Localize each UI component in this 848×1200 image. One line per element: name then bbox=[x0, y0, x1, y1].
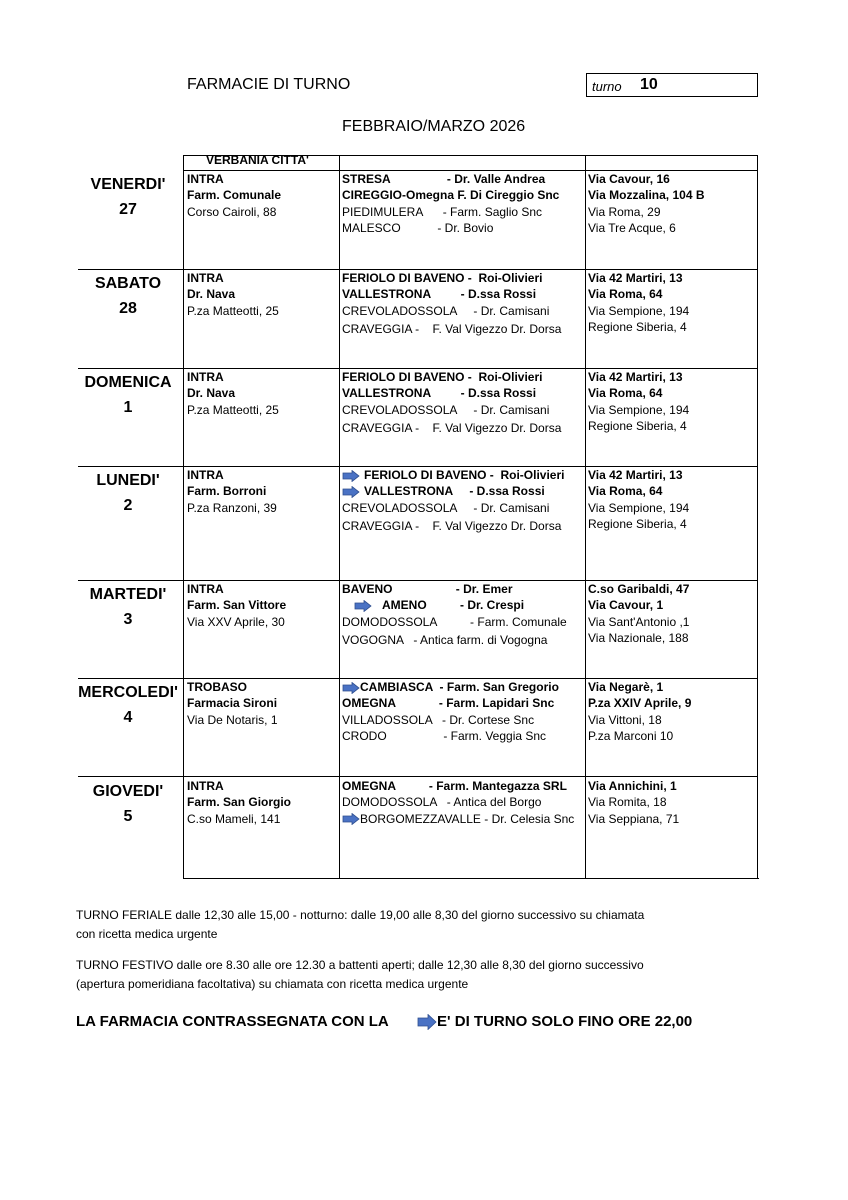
address-line: Via Negarè, 1 bbox=[588, 680, 664, 694]
pharmacy-line: VALLESTRONA - D.ssa Rossi bbox=[342, 287, 537, 302]
day-label bbox=[53, 271, 203, 321]
pharmacy-cell bbox=[342, 679, 559, 744]
pharmacy-cell bbox=[342, 581, 567, 646]
day-date: 5 bbox=[123, 808, 133, 825]
address-line: Via 42 Martiri, 13 bbox=[588, 271, 683, 285]
pharmacy-line: PIEDIMULERA - Farm. Saglio Snc bbox=[342, 204, 543, 219]
pharmacy-line: DOMODOSSOLA - Antica del Borgo bbox=[342, 795, 542, 810]
day-date: 3 bbox=[123, 611, 133, 628]
pharmacy-cell bbox=[342, 467, 564, 532]
day-name: LUNEDI' bbox=[96, 472, 160, 489]
note-line: con ricetta medica urgente bbox=[76, 927, 218, 941]
address-line: Via Sant'Antonio ,1 bbox=[588, 614, 690, 629]
verbania-address: Corso Cairoli, 88 bbox=[187, 204, 277, 219]
pharmacy-name: CAMBIASCA - Farm. San Gregorio bbox=[360, 680, 559, 694]
verbania-area: INTRA bbox=[187, 271, 224, 285]
verbania-pharmacy: Dr. Nava bbox=[187, 287, 236, 302]
verbania-cell bbox=[187, 270, 279, 319]
address-line: Via Annichini, 1 bbox=[588, 779, 677, 793]
verbania-pharmacy: Farm. San Giorgio bbox=[187, 795, 292, 810]
turno-label: turno bbox=[592, 79, 622, 94]
verbania-address: Via De Notaris, 1 bbox=[187, 712, 278, 727]
day-name: VENERDI' bbox=[90, 176, 166, 193]
note-line: TURNO FERIALE dalle 12,30 alle 15,00 - notturno: dalle 19,00 alle 8,30 del giorno successivo su chiamata bbox=[76, 908, 645, 922]
day-name: MERCOLEDI' bbox=[78, 684, 178, 701]
pharmacy-line: CRODO - Farm. Veggia Snc bbox=[342, 728, 547, 743]
address-line: Via Cavour, 1 bbox=[588, 598, 664, 613]
turno-number: 10 bbox=[640, 76, 658, 93]
address-line: Regione Siberia, 4 bbox=[588, 516, 687, 531]
day-date: 28 bbox=[119, 300, 137, 317]
pharmacy-name: AMENO - Dr. Crespi bbox=[382, 598, 525, 613]
day-name: MARTEDI' bbox=[89, 586, 167, 603]
verbania-cell bbox=[187, 171, 281, 220]
address-line: Via Romita, 18 bbox=[588, 795, 667, 810]
day-date: 27 bbox=[119, 201, 137, 218]
verbania-cell bbox=[187, 679, 278, 728]
pharmacy-line bbox=[342, 679, 559, 695]
address-line: Via Sempione, 194 bbox=[588, 500, 690, 515]
verbania-address: Via XXV Aprile, 30 bbox=[187, 614, 285, 629]
verbania-address: P.za Ranzoni, 39 bbox=[187, 500, 277, 515]
verbania-cell bbox=[187, 369, 279, 418]
note-line: (apertura pomeridiana facoltativa) su chiamata con ricetta medica urgente bbox=[76, 977, 469, 991]
pharmacy-line: BAVENO - Dr. Emer bbox=[342, 582, 513, 596]
note-feriale bbox=[76, 906, 644, 944]
pharmacy-line: VALLESTRONA - D.ssa Rossi bbox=[342, 386, 537, 401]
pharmacy-line: MALESCO - Dr. Bovio bbox=[342, 220, 494, 235]
address-line: Via Tre Acque, 6 bbox=[588, 220, 676, 235]
right-arrow-icon bbox=[342, 813, 360, 825]
verbania-pharmacy: Farmacia Sironi bbox=[187, 696, 278, 711]
row-divider bbox=[78, 776, 757, 777]
day-label bbox=[53, 582, 203, 632]
address-line: Via Nazionale, 188 bbox=[588, 630, 689, 645]
verbania-area: INTRA bbox=[187, 370, 224, 384]
pharmacy-line bbox=[342, 811, 574, 827]
day-name: SABATO bbox=[94, 275, 162, 292]
verbania-area: INTRA bbox=[187, 582, 224, 596]
verbania-cell bbox=[187, 778, 291, 827]
address-cell bbox=[588, 171, 705, 236]
address-line: Via Roma, 64 bbox=[588, 386, 663, 401]
day-label bbox=[53, 370, 203, 420]
pharmacy-line bbox=[342, 483, 564, 499]
day-name: DOMENICA bbox=[84, 374, 172, 391]
address-line: Via Seppiana, 71 bbox=[588, 811, 680, 826]
address-line: Via Cavour, 16 bbox=[588, 172, 670, 186]
pharmacy-line: CREVOLADOSSOLA - Dr. Camisani bbox=[342, 500, 550, 515]
day-date: 4 bbox=[123, 709, 133, 726]
verbania-cell bbox=[187, 467, 277, 516]
verbania-area: INTRA bbox=[187, 172, 224, 186]
pharmacy-cell bbox=[342, 270, 561, 335]
right-arrow-icon bbox=[342, 682, 360, 694]
pharmacy-line: CRAVEGGIA - F. Val Vigezzo Dr. Dorsa bbox=[342, 321, 562, 336]
address-line: Via Roma, 64 bbox=[588, 287, 663, 302]
address-line: Regione Siberia, 4 bbox=[588, 319, 687, 334]
pharmacy-line: OMEGNA - Farm. Lapidari Snc bbox=[342, 696, 555, 711]
pharmacy-line: OMEGNA - Farm. Mantegazza SRL bbox=[342, 779, 567, 793]
address-line: Via Sempione, 194 bbox=[588, 303, 690, 318]
pharmacy-line bbox=[342, 467, 564, 483]
day-date: 1 bbox=[123, 399, 133, 416]
pharmacy-name: VALLESTRONA - D.ssa Rossi bbox=[364, 484, 545, 499]
address-line: Via 42 Martiri, 13 bbox=[588, 370, 683, 384]
address-line: Via Roma, 29 bbox=[588, 204, 661, 219]
address-line: Via Roma, 64 bbox=[588, 484, 663, 499]
column-divider-right bbox=[585, 155, 586, 879]
pharmacy-line: CIREGGIO-Omegna F. Di Cireggio Snc bbox=[342, 188, 560, 203]
address-line: Regione Siberia, 4 bbox=[588, 418, 687, 433]
right-arrow-icon bbox=[342, 470, 360, 482]
pharmacy-cell bbox=[342, 369, 561, 434]
address-line: Via Sempione, 194 bbox=[588, 402, 690, 417]
address-line: Via 42 Martiri, 13 bbox=[588, 468, 683, 482]
pharmacy-cell bbox=[342, 171, 559, 236]
address-cell bbox=[588, 369, 689, 434]
pharmacy-line: FERIOLO DI BAVENO - Roi-Olivieri bbox=[342, 271, 543, 285]
note-line: TURNO FESTIVO dalle ore 8.30 alle ore 12.30 a battenti aperti; dalle 12,30 alle 8,30 del giorno successivo bbox=[76, 958, 644, 972]
verbania-area: INTRA bbox=[187, 468, 224, 482]
day-label bbox=[53, 172, 203, 222]
pharmacy-cell bbox=[342, 778, 574, 827]
verbania-address: P.za Matteotti, 25 bbox=[187, 303, 279, 318]
verbania-pharmacy: Farm. San Vittore bbox=[187, 598, 287, 613]
verbania-cell bbox=[187, 581, 286, 630]
pharmacy-name: BORGOMEZZAVALLE - Dr. Celesia Snc bbox=[360, 811, 575, 826]
pharmacy-line: FERIOLO DI BAVENO - Roi-Olivieri bbox=[342, 370, 543, 384]
pharmacy-line bbox=[342, 597, 567, 613]
address-cell bbox=[588, 270, 689, 335]
column-heading-verbania: VERBANIA CITTA' bbox=[206, 153, 309, 167]
pharmacy-line: CREVOLADOSSOLA - Dr. Camisani bbox=[342, 402, 550, 417]
legend-text-right: E' DI TURNO SOLO FINO ORE 22,00 bbox=[437, 1013, 693, 1030]
legend-text-left: LA FARMACIA CONTRASSEGNATA CON LA bbox=[76, 1013, 389, 1030]
note-festivo bbox=[76, 956, 644, 994]
verbania-address: C.so Mameli, 141 bbox=[187, 811, 281, 826]
verbania-pharmacy: Dr. Nava bbox=[187, 386, 236, 401]
column-divider-middle bbox=[339, 155, 340, 879]
pharmacy-name: FERIOLO DI BAVENO - Roi-Olivieri bbox=[364, 468, 565, 482]
address-line: P.za Marconi 10 bbox=[588, 728, 674, 743]
pharmacy-line: CREVOLADOSSOLA - Dr. Camisani bbox=[342, 303, 550, 318]
address-line: P.za XXIV Aprile, 9 bbox=[588, 696, 692, 711]
right-arrow-icon bbox=[354, 600, 372, 612]
pharmacy-line: CRAVEGGIA - F. Val Vigezzo Dr. Dorsa bbox=[342, 420, 562, 435]
address-line: C.so Garibaldi, 47 bbox=[588, 582, 690, 596]
column-divider-far-right bbox=[757, 155, 758, 879]
period: FEBBRAIO/MARZO 2026 bbox=[342, 118, 526, 135]
pharmacy-line: VOGOGNA - Antica farm. di Vogogna bbox=[342, 632, 548, 647]
day-label bbox=[53, 779, 203, 829]
address-cell bbox=[588, 679, 691, 744]
verbania-address: P.za Matteotti, 25 bbox=[187, 402, 279, 417]
pharmacy-line: DOMODOSSOLA - Farm. Comunale bbox=[342, 614, 567, 629]
day-label bbox=[53, 468, 203, 518]
address-cell bbox=[588, 581, 689, 646]
pharmacy-line: CRAVEGGIA - F. Val Vigezzo Dr. Dorsa bbox=[342, 518, 562, 533]
right-arrow-icon bbox=[417, 1014, 437, 1030]
verbania-area: INTRA bbox=[187, 779, 224, 793]
day-name: GIOVEDI' bbox=[92, 783, 164, 800]
day-label bbox=[53, 680, 203, 730]
day-date: 2 bbox=[123, 497, 133, 514]
pharmacy-line: VILLADOSSOLA - Dr. Cortese Snc bbox=[342, 712, 535, 727]
address-line: Via Vittoni, 18 bbox=[588, 712, 662, 727]
table-bottom-border bbox=[183, 878, 759, 879]
address-line: Via Mozzalina, 104 B bbox=[588, 188, 705, 203]
right-arrow-icon bbox=[342, 486, 360, 498]
page-title: FARMACIE DI TURNO bbox=[187, 76, 351, 93]
verbania-pharmacy: Farm. Borroni bbox=[187, 484, 267, 499]
address-cell bbox=[588, 778, 679, 827]
verbania-area: TROBASO bbox=[187, 680, 247, 694]
address-cell bbox=[588, 467, 689, 532]
pharmacy-line: STRESA - Dr. Valle Andrea bbox=[342, 172, 546, 186]
verbania-pharmacy: Farm. Comunale bbox=[187, 188, 282, 203]
